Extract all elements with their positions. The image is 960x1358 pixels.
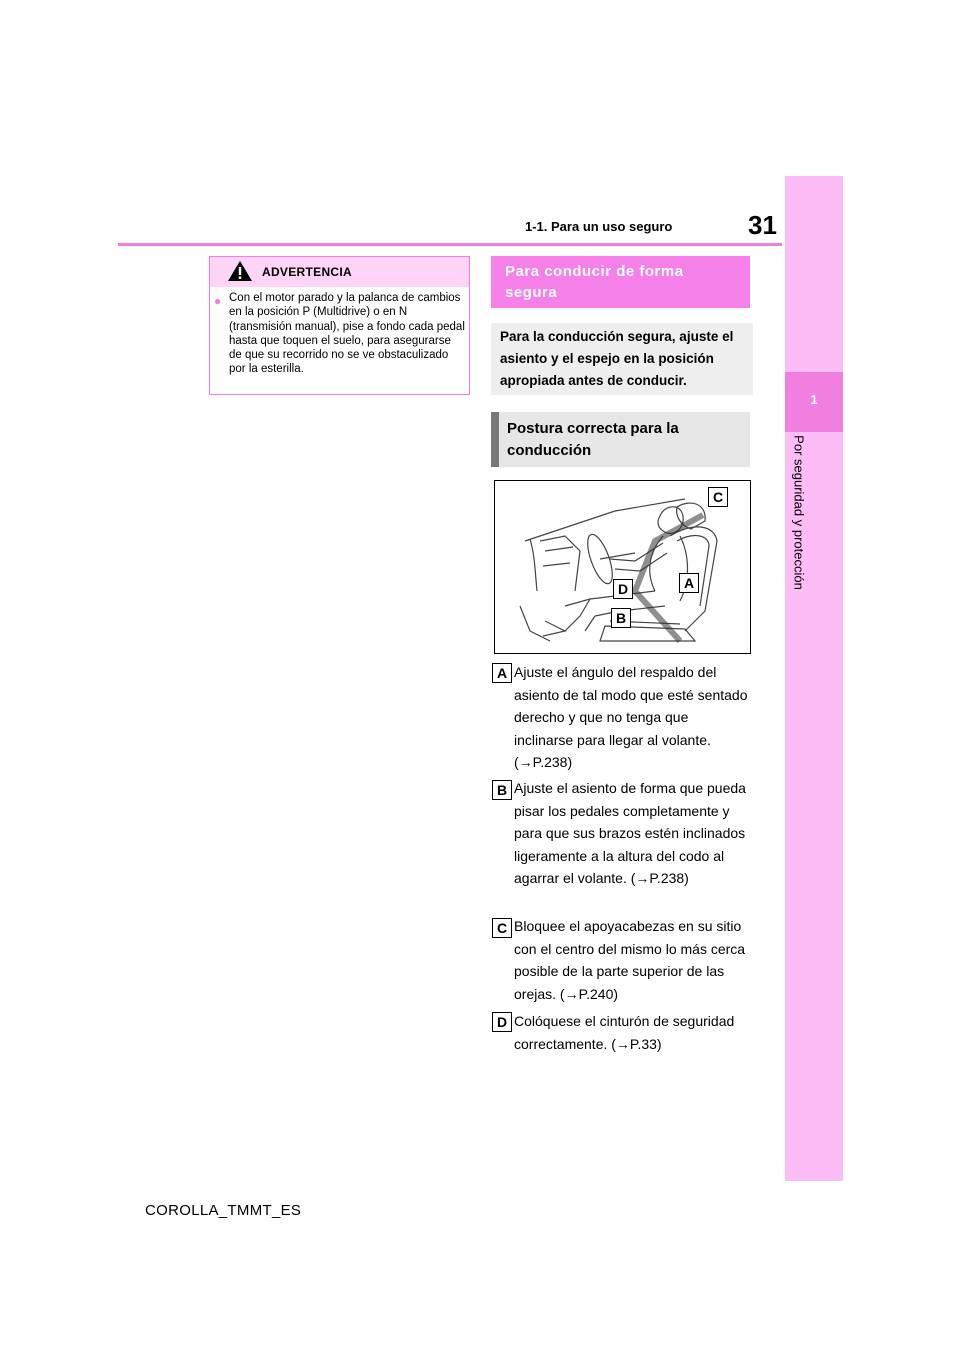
illustration-label-d: D (613, 579, 633, 599)
warning-triangle-icon (227, 259, 253, 288)
illustration-label-a: A (679, 573, 699, 593)
page-number: 31 (748, 210, 777, 240)
item-text-b: Ajuste el asiento de forma que pueda pisar los pedales completamente y para que sus brazos estén inclinados ligeramente a la altura del codo al agarrar el volante. (→P.238) (514, 780, 746, 886)
subheading-bar (491, 412, 499, 467)
item-text-d: Colóquese el cinturón de seguridad correctamente. (→P.33) (514, 1013, 735, 1052)
item-label-d: D (492, 1012, 512, 1032)
item-text-c: Bloquee el apoyacabezas en su sitio con el centro del mismo lo más cerca posible de la parte superior de las orejas. (→P.240) (514, 918, 746, 1002)
chapter-number: 1 (810, 392, 818, 407)
warning-title: ADVERTENCIA (262, 265, 352, 279)
driving-posture-illustration (494, 480, 751, 654)
illustration-label-b: B (611, 608, 631, 628)
header-rule (118, 243, 782, 246)
item-text-a: Ajuste el ángulo del respaldo del asiento de tal modo que esté sentado derecho y que no tenga que inclinarse para llegar al volante. (→P.238) (514, 664, 748, 770)
item-label-a: A (492, 663, 512, 683)
bullet-icon: ● (214, 294, 222, 308)
chapter-label: Por seguridad y protección (791, 435, 807, 590)
item-label-b: B (492, 780, 512, 800)
warning-text: Con el motor parado y la palanca de cambios en la posición P (Multidrive) o en N (transmisión manual), pise a fondo cada pedal hasta que toquen el suelo, para asegurarse de que su recorrido no se ve obstaculizado por la esterilla. (229, 292, 465, 376)
illustration-label-c: C (708, 487, 728, 507)
intro-text: Para la conducción segura, ajuste el asiento y el espejo en la posición apropiada antes de conducir. (500, 329, 734, 388)
subheading: Postura correcta para la conducción (507, 420, 679, 459)
chapter-tab (785, 176, 843, 1181)
item-label-c: C (492, 918, 512, 938)
footer-doc-id: COROLLA_TMMT_ES (145, 1202, 302, 1219)
section-title: 1-1. Para un uso seguro (525, 219, 673, 234)
section-heading: Para conducir de forma segura (505, 263, 684, 301)
